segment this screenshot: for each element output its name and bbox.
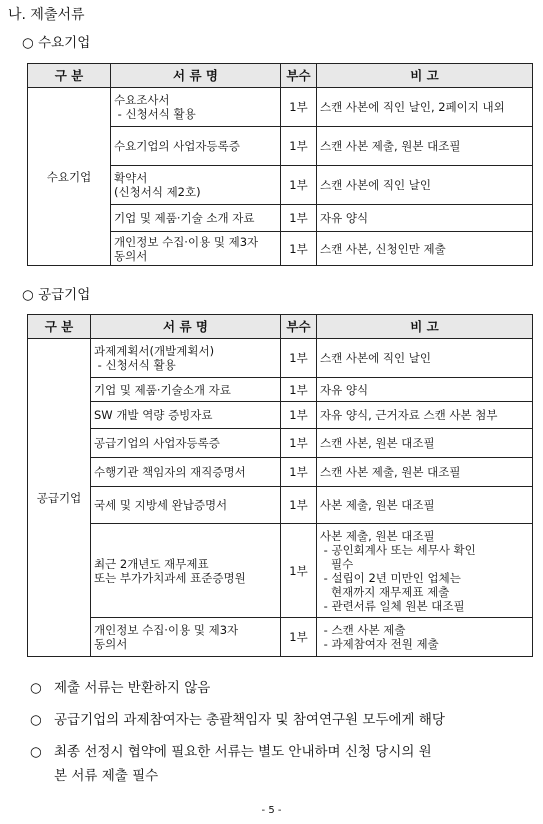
header-remarks: 비 고	[317, 64, 533, 88]
remarks-line: 스캔 사본 제출, 원본 대조필	[320, 465, 461, 479]
header-copies: 부수	[281, 64, 317, 88]
remarks-cell	[317, 429, 533, 458]
remarks-cell	[317, 205, 533, 232]
doc-name-cell	[91, 487, 281, 524]
copies-cell: 1부	[281, 402, 317, 429]
doc-name-line: - 신청서식 활용	[114, 107, 196, 121]
remarks-line: 스캔 사본에 직인 날인	[320, 178, 431, 192]
doc-name-line: 기업 및 제품·기술 소개 자료	[114, 211, 255, 225]
supply-table	[27, 314, 533, 657]
doc-name-line: 수행기관 책임자의 재직증명서	[94, 465, 246, 479]
bullet-circle: ○	[30, 744, 42, 760]
doc-name-cell	[91, 524, 281, 618]
doc-name-cell	[111, 88, 281, 127]
copies-cell: 1부	[281, 458, 317, 487]
copies-cell: 1부	[281, 205, 317, 232]
doc-name-line: 공급기업의 사업자등록증	[94, 436, 220, 450]
header-copies: 부수	[281, 315, 317, 339]
remarks-cell	[317, 232, 533, 266]
row-group-label: 공급기업	[28, 339, 91, 657]
remarks-cell	[317, 487, 533, 524]
doc-name-line: 국세 및 지방세 완납증명서	[94, 498, 228, 512]
header-category: 구 분	[28, 315, 91, 339]
remarks-line: 스캔 사본에 직인 날인	[320, 351, 431, 365]
bullet-circle: ○	[30, 712, 42, 728]
section-title: 나. 제출서류	[8, 7, 85, 23]
doc-name-line: 동의서	[114, 248, 148, 263]
remarks-line: 현재까지 재무제표 제출	[320, 584, 450, 599]
doc-name-cell	[111, 205, 281, 232]
remarks-line: 자유 양식, 근거자료 스캔 사본 첨부	[320, 408, 498, 422]
doc-name-line: 개인정보 수집·이용 및 제3자	[94, 623, 239, 637]
remarks-line: 스캔 사본, 신청인만 제출	[320, 241, 446, 256]
table-row	[28, 524, 533, 618]
doc-name-line: 수요기업의 사업자등록증	[114, 139, 240, 153]
bullet-circle: ○	[30, 680, 42, 696]
copies-cell: 1부	[281, 166, 317, 205]
row-group-label: 수요기업	[28, 88, 111, 266]
copies-cell: 1부	[281, 487, 317, 524]
supply-header-row	[28, 315, 533, 339]
copies-cell: 1부	[281, 88, 317, 127]
doc-name-line: 개인정보 수집·이용 및 제3자	[114, 234, 259, 249]
remarks-cell	[317, 524, 533, 618]
remarks-cell	[317, 88, 533, 127]
remarks-cell	[317, 458, 533, 487]
doc-name-cell	[91, 402, 281, 429]
copies-cell: 1부	[281, 127, 317, 166]
table-row	[28, 618, 533, 657]
doc-name-line: (신청서식 제2호)	[114, 185, 201, 199]
doc-name-line: 수요조사서	[114, 93, 170, 107]
remarks-line: 필수	[320, 556, 354, 571]
note-3: ○ 최종 선정시 협약에 필요한 서류는 별도 안내하며 신청 당시의 원	[30, 744, 432, 760]
demand-table	[27, 63, 533, 266]
doc-name-line: 최근 2개년도 재무제표	[94, 556, 209, 571]
remarks-line: - 스캔 사본 제출	[320, 623, 406, 637]
remarks-line: 사본 제출, 원본 대조필	[320, 498, 435, 512]
doc-name-line: - 신청서식 활용	[94, 358, 176, 372]
note-2: ○ 공급기업의 과제참여자는 총괄책임자 및 참여연구원 모두에게 해당	[30, 712, 445, 728]
table-row	[28, 487, 533, 524]
header-doc-name: 서 류 명	[91, 315, 281, 339]
remarks-cell	[317, 127, 533, 166]
remarks-cell	[317, 378, 533, 402]
doc-name-cell	[91, 458, 281, 487]
note-3-cont: 본 서류 제출 필수	[54, 768, 159, 784]
doc-name-cell	[91, 378, 281, 402]
table-row	[28, 88, 533, 127]
demand-header-row	[28, 64, 533, 88]
note-1: ○ 제출 서류는 반환하지 않음	[30, 680, 211, 696]
page-number: - 5 -	[261, 805, 282, 816]
copies-cell: 1부	[281, 429, 317, 458]
remarks-cell	[317, 166, 533, 205]
table-row	[28, 458, 533, 487]
doc-name-line: SW 개발 역량 증빙자료	[94, 408, 213, 422]
remarks-line: - 공인회계사 또는 세무사 확인	[320, 542, 476, 557]
copies-cell: 1부	[281, 378, 317, 402]
remarks-cell	[317, 618, 533, 657]
doc-name-line: 기업 및 제품·기술소개 자료	[94, 382, 231, 397]
remarks-line: 스캔 사본에 직인 날인, 2페이지 내외	[320, 100, 505, 114]
table-row	[28, 378, 533, 402]
demand-heading: ○ 수요기업	[22, 35, 91, 51]
doc-name-cell	[91, 429, 281, 458]
remarks-cell	[317, 339, 533, 378]
table-row	[28, 402, 533, 429]
doc-name-cell	[91, 339, 281, 378]
copies-cell: 1부	[281, 339, 317, 378]
remarks-line: 스캔 사본 제출, 원본 대조필	[320, 139, 461, 153]
copies-cell: 1부	[281, 232, 317, 266]
remarks-line: 사본 제출, 원본 대조필	[320, 528, 435, 543]
supply-heading: ○ 공급기업	[22, 287, 91, 303]
doc-name-cell	[111, 232, 281, 266]
header-remarks: 비 고	[317, 315, 533, 339]
doc-name-line: 또는 부가가치과세 표준증명원	[94, 570, 246, 585]
remarks-line: - 관련서류 일체 원본 대조필	[320, 598, 465, 613]
remarks-line: - 설립이 2년 미만인 업체는	[320, 570, 461, 585]
doc-name-line: 동의서	[94, 637, 128, 651]
header-category: 구 분	[28, 64, 111, 88]
doc-name-line: 확약서	[114, 171, 148, 185]
header-doc-name: 서 류 명	[111, 64, 281, 88]
copies-cell: 1부	[281, 618, 317, 657]
remarks-line: 자유 양식	[320, 382, 369, 397]
remarks-line: - 과제참여자 전원 제출	[320, 637, 439, 651]
table-row	[28, 429, 533, 458]
table-row	[28, 339, 533, 378]
doc-name-cell	[111, 166, 281, 205]
remarks-cell	[317, 402, 533, 429]
doc-name-cell	[91, 618, 281, 657]
remarks-line: 스캔 사본, 원본 대조필	[320, 436, 435, 450]
doc-name-cell	[111, 127, 281, 166]
doc-name-line: 과제계획서(개발계획서)	[94, 344, 215, 358]
copies-cell: 1부	[281, 524, 317, 618]
remarks-line: 자유 양식	[320, 211, 369, 225]
